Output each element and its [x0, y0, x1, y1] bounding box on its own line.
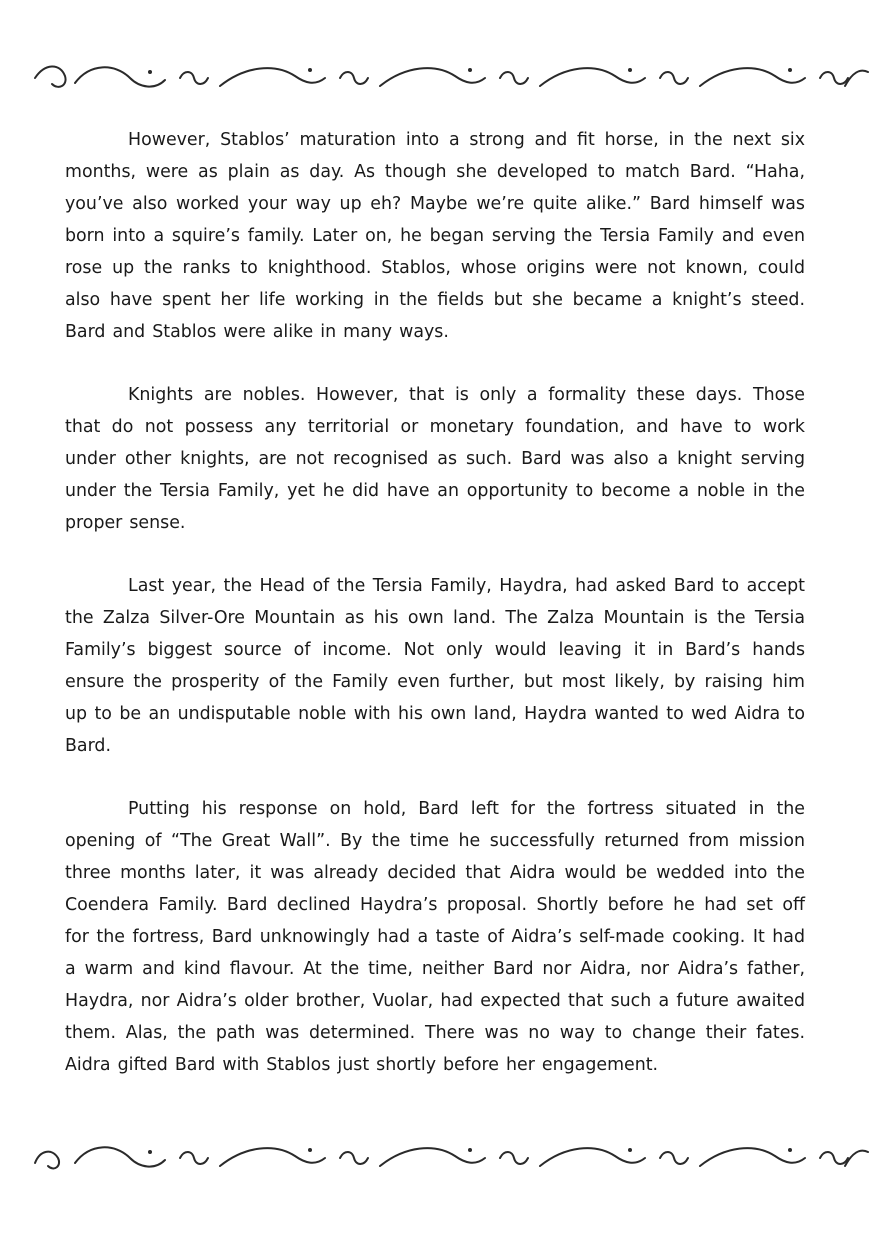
paragraph-4: Putting his response on hold, Bard left for the fortress situated in the opening of “The Great Wall”. By the time he successfully returned from mission three months later, it was already decided that Aidra would be wedded into the Coendera Family. Bard declined Haydra’s proposal. Shortly before he had set off for the fortress, Bard unknowingly had a taste of Aidra’s self-made cooking. It had a warm and kind flavour. At the time, neither Bard nor Aidra, nor Aidra’s father, Haydra, nor Aidra’s older brother, Vuolar, had expected that such a future awaited them. Alas, the path was determined. There was no way to change their fates. Aidra gifted Bard with Stablos just shortly before her engagement.	[65, 799, 805, 1075]
paragraph-1: However, Stablos’ maturation into a strong and fit horse, in the next six months, were as plain as day. As though she developed to match Bard. “Haha, you’ve also worked your way up eh? Maybe we’re quite alike.” Bard himself was born into a squire’s family. Later on, he began serving the Tersia Family and even rose up the ranks to knighthood. Stablos, whose origins were not known, could also have spent her life working in the fields but she became a knight’s steed. Bard and Stablos were alike in many ways.	[65, 130, 805, 342]
top-ornament-border-icon	[30, 58, 869, 98]
paragraph-3: Last year, the Head of the Tersia Family, Haydra, had asked Bard to accept the Zalza Silver-Ore Mountain as his own land. The Zalza Mountain is the Tersia Family’s biggest source of income. Not only would leaving it in Bard’s hands ensure the prosperity of the Family even further, but most likely, by raising him up to be an undisputable noble with his own land, Haydra wanted to wed Aidra to Bard.	[65, 576, 805, 756]
bottom-ornament-border-icon	[30, 1138, 869, 1178]
paragraph-2: Knights are nobles. However, that is only a formality these days. Those that do not possess any territorial or monetary foundation, and have to work under other knights, are not recognised as such. Bard was also a knight serving under the Tersia Family, yet he did have an opportunity to become a noble in the proper sense.	[65, 385, 805, 533]
page-text	[65, 124, 805, 1112]
